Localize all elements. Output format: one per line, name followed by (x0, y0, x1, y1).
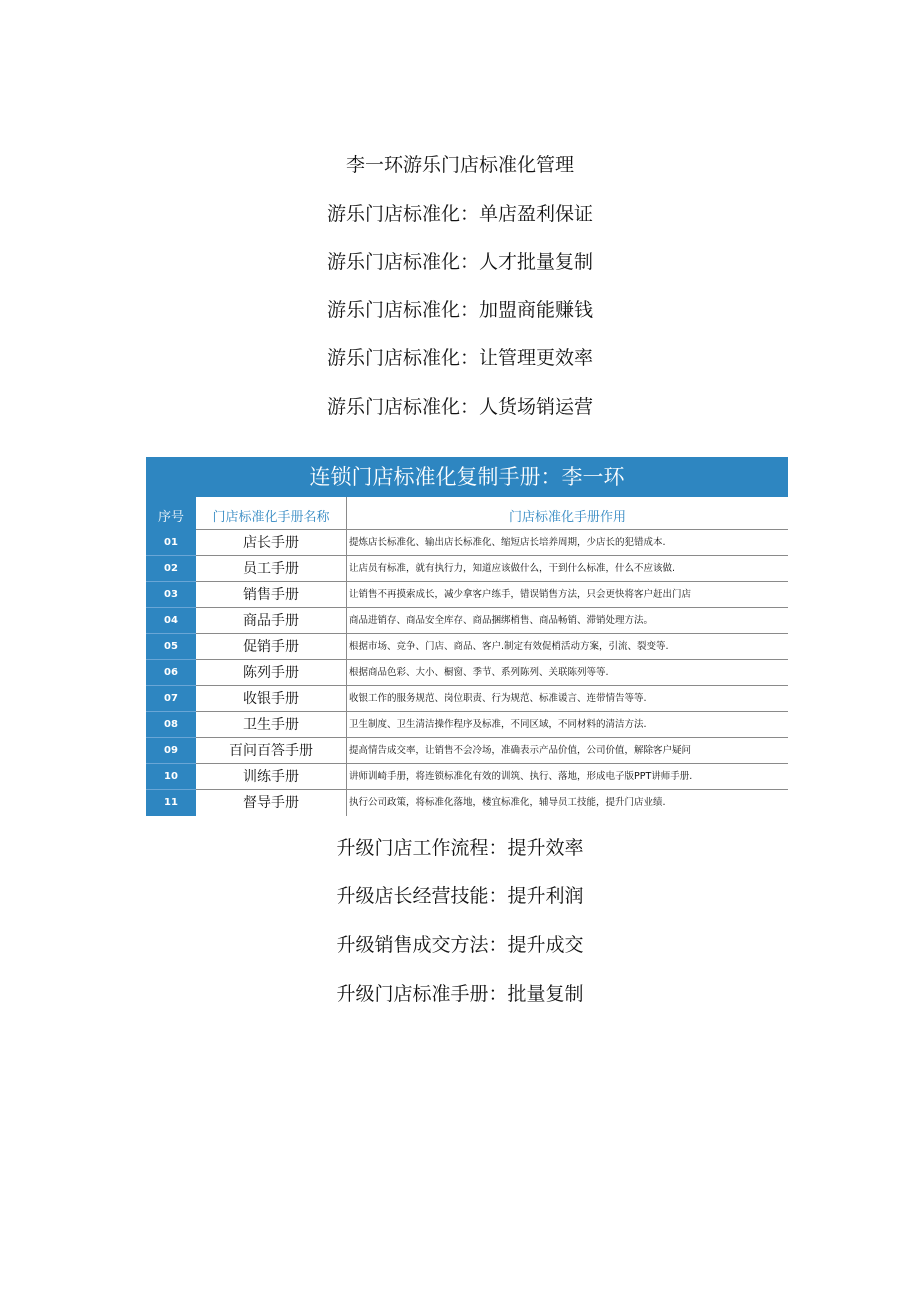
header-use: 门店标准化手册作用 (346, 497, 788, 530)
manual-table-title: 连锁门店标准化复制手册：李一环 (146, 457, 788, 497)
intro-line: 游乐门店标准化：人才批量复制 (326, 251, 593, 273)
manual-use: 让店员有标准，就有执行力，知道应该做什么，干到什么标准，什么不应该做. (346, 556, 788, 582)
header-no: 序号 (146, 497, 196, 530)
manual-name: 商品手册 (196, 608, 346, 634)
row-number: 04 (146, 608, 196, 634)
manual-table (146, 457, 788, 816)
row-number: 05 (146, 634, 196, 660)
manual-name: 百问百答手册 (196, 738, 346, 764)
manual-name: 督导手册 (243, 795, 299, 811)
intro-line: 游乐门店标准化：让管理更效率 (326, 347, 593, 369)
table-row (146, 582, 788, 608)
table-row (146, 660, 788, 686)
manual-name: 陈列手册 (196, 660, 346, 686)
table-row (146, 712, 788, 738)
manual-use: 执行公司政策，将标准化落地，楼宜标准化，辅导员工技能，提升门店业绩. (346, 790, 788, 816)
table-row (146, 764, 788, 790)
table-row (146, 556, 788, 582)
manual-use: 讲师训崎手册，将连锁标准化有效的训筑、执行、落地，形成电子版PPT讲师手册. (346, 764, 788, 790)
intro-line: 游乐门店标准化：加盟商能赚钱 (326, 299, 593, 321)
row-number: 06 (146, 660, 196, 686)
manual-use: 卫生制度、卫生清洁操作程序及标准，不同区域，不同材料的清洁方法. (346, 712, 788, 738)
table-row (146, 634, 788, 660)
row-number: 10 (146, 764, 196, 790)
manual-name: 卫生手册 (196, 712, 346, 738)
table-row (146, 738, 788, 764)
row-number: 03 (146, 582, 196, 608)
row-number: 08 (146, 712, 196, 738)
manual-name: 员工手册 (196, 556, 346, 582)
row-number: 09 (146, 738, 196, 764)
manual-name: 促销手册 (196, 634, 346, 660)
table-row (146, 686, 788, 712)
upgrade-line: 升级门店工作流程：提升效率 (336, 837, 584, 859)
manual-use: 让销售不再摸索成长，减少拿客户练手，错误销售方法，只会更快将客户赶出门店 (346, 582, 788, 608)
manual-name: 销售手册 (196, 582, 346, 608)
table-row (146, 530, 788, 556)
header-name: 门店标准化手册名称 (196, 497, 346, 530)
intro-title: 李一环游乐门店标准化管理 (345, 154, 574, 176)
table-row (146, 608, 788, 634)
table-row (146, 790, 788, 816)
intro-line: 游乐门店标准化：人货场销运营 (326, 396, 593, 418)
manual-use: 根据商品色彩、大小、橱窗、季节、系列陈列、关联陈列等等. (346, 660, 788, 686)
manual-use: 提炼店长标准化、输出店长标准化、缩短店长培养周期，少店长的犯错成本. (346, 530, 788, 556)
manual-name: 店长手册 (196, 530, 346, 556)
upgrade-line: 升级门店标准手册：批量复制 (336, 983, 584, 1005)
intro-line: 游乐门店标准化：单店盈利保证 (326, 203, 593, 225)
upgrade-line: 升级销售成交方法：提升成交 (336, 934, 584, 956)
row-number: 07 (146, 686, 196, 712)
row-number: 01 (146, 530, 196, 556)
manual-use: 根据市场、竞争、门店、商品、客户.制定有效促梢活动方案，引流、裂变等. (346, 634, 788, 660)
manual-name: 训练手册 (196, 764, 346, 790)
manual-use: 收银工作的服务规范、岗位职责、行为规范、标准谖言、连带情告等等. (346, 686, 788, 712)
table-header-row (146, 497, 788, 530)
row-number: 02 (146, 556, 196, 582)
manual-name: 收银手册 (196, 686, 346, 712)
row-number: 11 (146, 790, 196, 816)
manual-use: 商品进销存、商品安全库存、商品捆绑梢售、商品畅销、滞销处理方法。 (346, 608, 788, 634)
manual-use: 提高情告成交率，让销售不会冷场，准确表示产品价值，公司价值，解除客户疑问 (346, 738, 788, 764)
upgrade-line: 升级店长经营技能：提升利润 (336, 885, 584, 907)
